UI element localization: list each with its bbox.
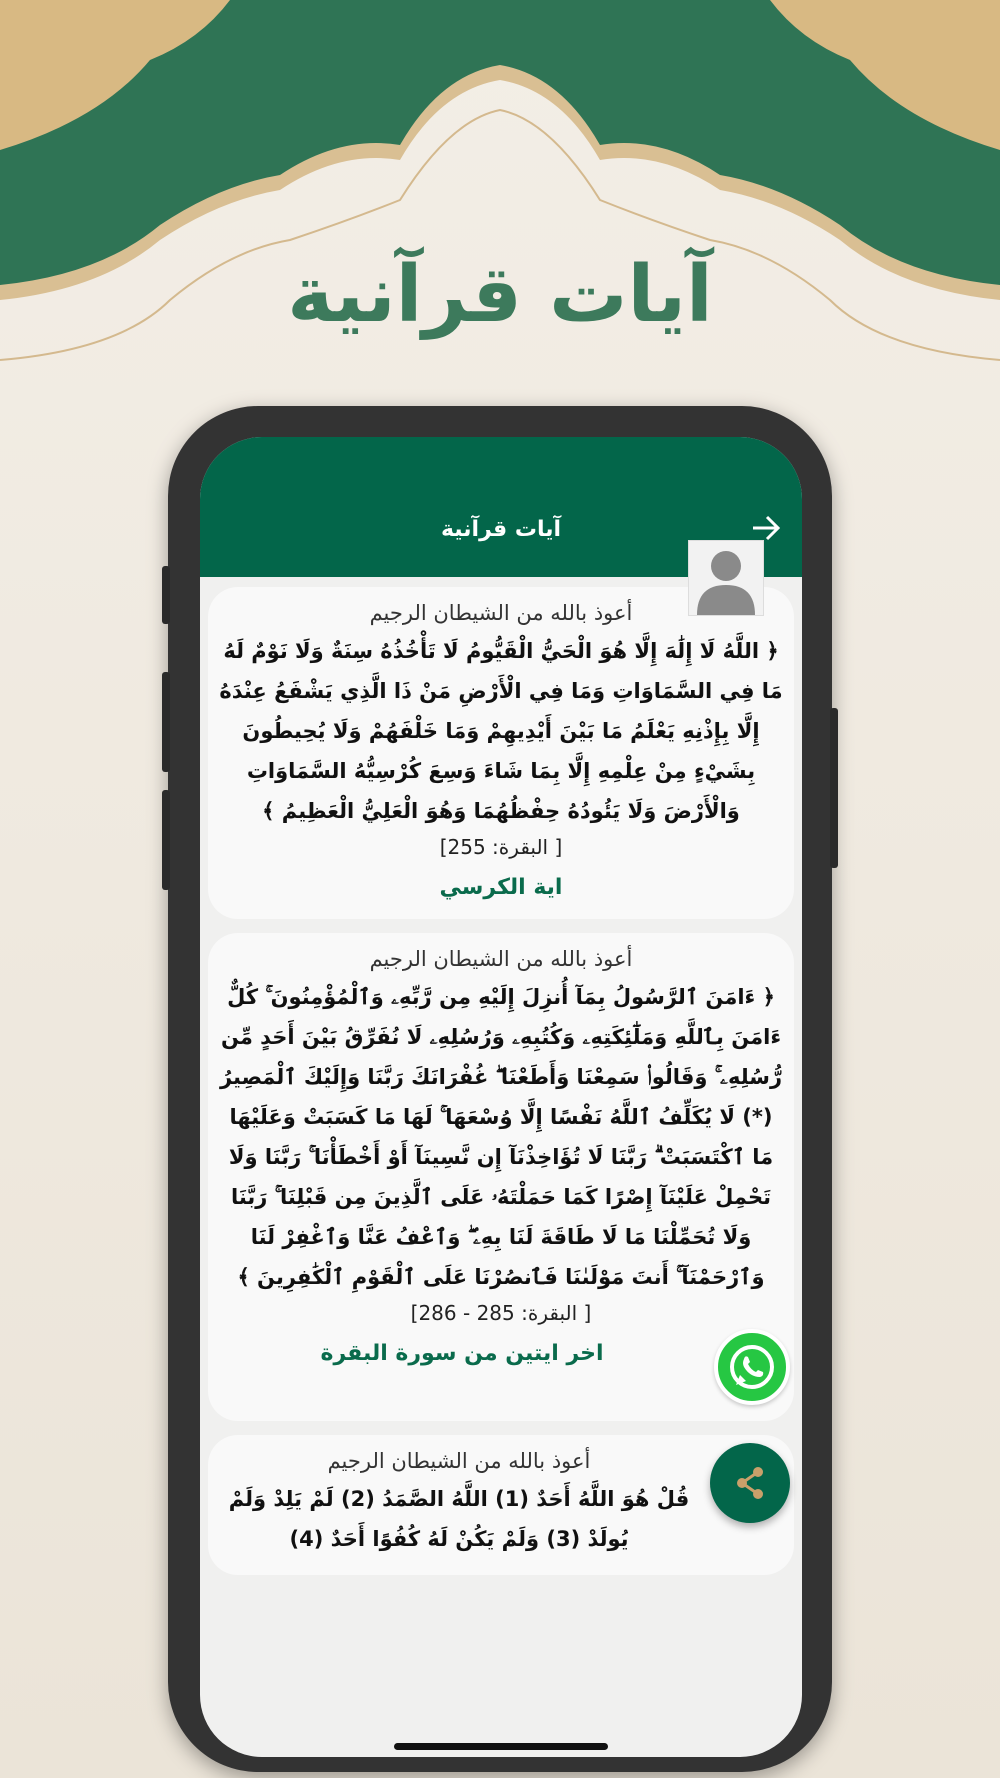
verse-card[interactable] — [208, 587, 794, 919]
share-icon — [710, 1443, 790, 1523]
phone-button — [162, 566, 170, 624]
whatsapp-icon — [718, 1333, 786, 1401]
home-indicator — [394, 1743, 608, 1750]
verse-text: ﴿ ءَامَنَ ٱلرَّسُولُ بِمَآ أُنزِلَ إِلَيْهِ مِن رَّبِّهِۦ وَٱلْمُؤْمِنُونَ ۚ كُلٌّ ءَامَنَ بِٱللَّهِ وَمَلَٰٓئِكَتِهِۦ وَكُتُبِهِۦ وَرُسُلِهِۦ لَا نُفَرِّقُ بَيْنَ أَحَدٍ مِّن رُّسُلِهِۦ ۚ وَقَالُوا۟ سَمِعْنَا وَأَطَعْنَا ۖ غُفْرَانَكَ رَبَّنَا وَإِلَيْكَ ٱلْمَصِيرُ (*) لَا يُكَلِّفُ ٱللَّهُ نَفْسًا إِلَّا وُسْعَهَا ۚ لَهَا مَا كَسَبَتْ وَعَلَيْهَا مَا ٱكْتَسَبَتْ ۗ رَبَّنَا لَا تُؤَاخِذْنَآ إِن نَّسِينَآ أَوْ أَخْطَأْنَا ۚ رَبَّنَا وَلَا تَحْمِلْ عَلَيْنَآ إِصْرًا كَمَا حَمَلْتَهُۥ عَلَى ٱلَّذِينَ مِن قَبْلِنَا ۚ رَبَّنَا وَلَا تُحَمِّلْنَا مَا لَا طَاقَةَ لَنَا بِهِۦ ۖ وَٱعْفُ عَنَّا وَٱغْفِرْ لَنَا وَٱرْحَمْنَآ ۚ أَنتَ مَوْلَىٰنَا فَٱنصُرْنَا عَلَى ٱلْقَوْمِ ٱلْكَٰفِرِينَ ﴾ — [219, 985, 783, 1289]
verse-reference: [ البقرة: 255] — [439, 835, 563, 859]
phone-button — [162, 672, 170, 772]
verse-name: اية الكرسي — [439, 875, 563, 900]
verse-text: قُلْ هُوَ اللَّهُ أَحَدٌ (1) اللَّهُ الصَّمَدُ (2) لَمْ يَلِدْ وَلَمْ يُولَدْ (3) وَلَمْ يَكُنْ لَهُ كُفُوًا أَحَدٌ (4) — [228, 1487, 690, 1551]
share-button[interactable] — [710, 1443, 790, 1523]
app-bar-title: آيات قرآنية — [440, 517, 562, 542]
verse-card[interactable] — [208, 933, 794, 1421]
audhu-text: أعوذ بالله من الشيطان الرجيم — [327, 1449, 591, 1473]
verse-card[interactable] — [208, 1435, 794, 1575]
page-title: آيات قرآنية — [287, 250, 713, 340]
verse-reference: [ البقرة: 285 - 286] — [410, 1301, 592, 1325]
verse-name: اخر ايتين من سورة البقرة — [320, 1341, 604, 1366]
arrow-right-icon[interactable] — [750, 513, 782, 543]
verse-list — [208, 587, 794, 1575]
avatar[interactable] — [688, 540, 764, 616]
audhu-text: أعوذ بالله من الشيطان الرجيم — [369, 947, 633, 971]
phone-button — [162, 790, 170, 890]
audhu-text: أعوذ بالله من الشيطان الرجيم — [369, 601, 633, 625]
verse-text: ﴿ اللَّهُ لَا إِلَٰهَ إِلَّا هُوَ الْحَيُّ الْقَيُّومُ لَا تَأْخُذُهُ سِنَةٌ وَلَا نَوْمٌ لَهُ مَا فِي السَّمَاوَاتِ وَمَا فِي الْأَرْضِ مَنْ ذَا الَّذِي يَشْفَعُ عِنْدَهُ إِلَّا بِإِذْنِهِ يَعْلَمُ مَا بَيْنَ أَيْدِيهِمْ وَمَا خَلْفَهُمْ وَلَا يُحِيطُونَ بِشَيْءٍ مِنْ عِلْمِهِ إِلَّا بِمَا شَاءَ وَسِعَ كُرْسِيُّهُ السَّمَاوَاتِ وَالْأَرْضَ وَلَا يَئُودُهُ حِفْظُهُمَا وَهُوَ الْعَلِيُّ الْعَظِيمُ ﴾ — [219, 639, 783, 823]
app-screen — [200, 437, 802, 1757]
user-icon — [689, 541, 763, 615]
whatsapp-button[interactable] — [714, 1329, 790, 1405]
phone-button — [830, 708, 838, 868]
